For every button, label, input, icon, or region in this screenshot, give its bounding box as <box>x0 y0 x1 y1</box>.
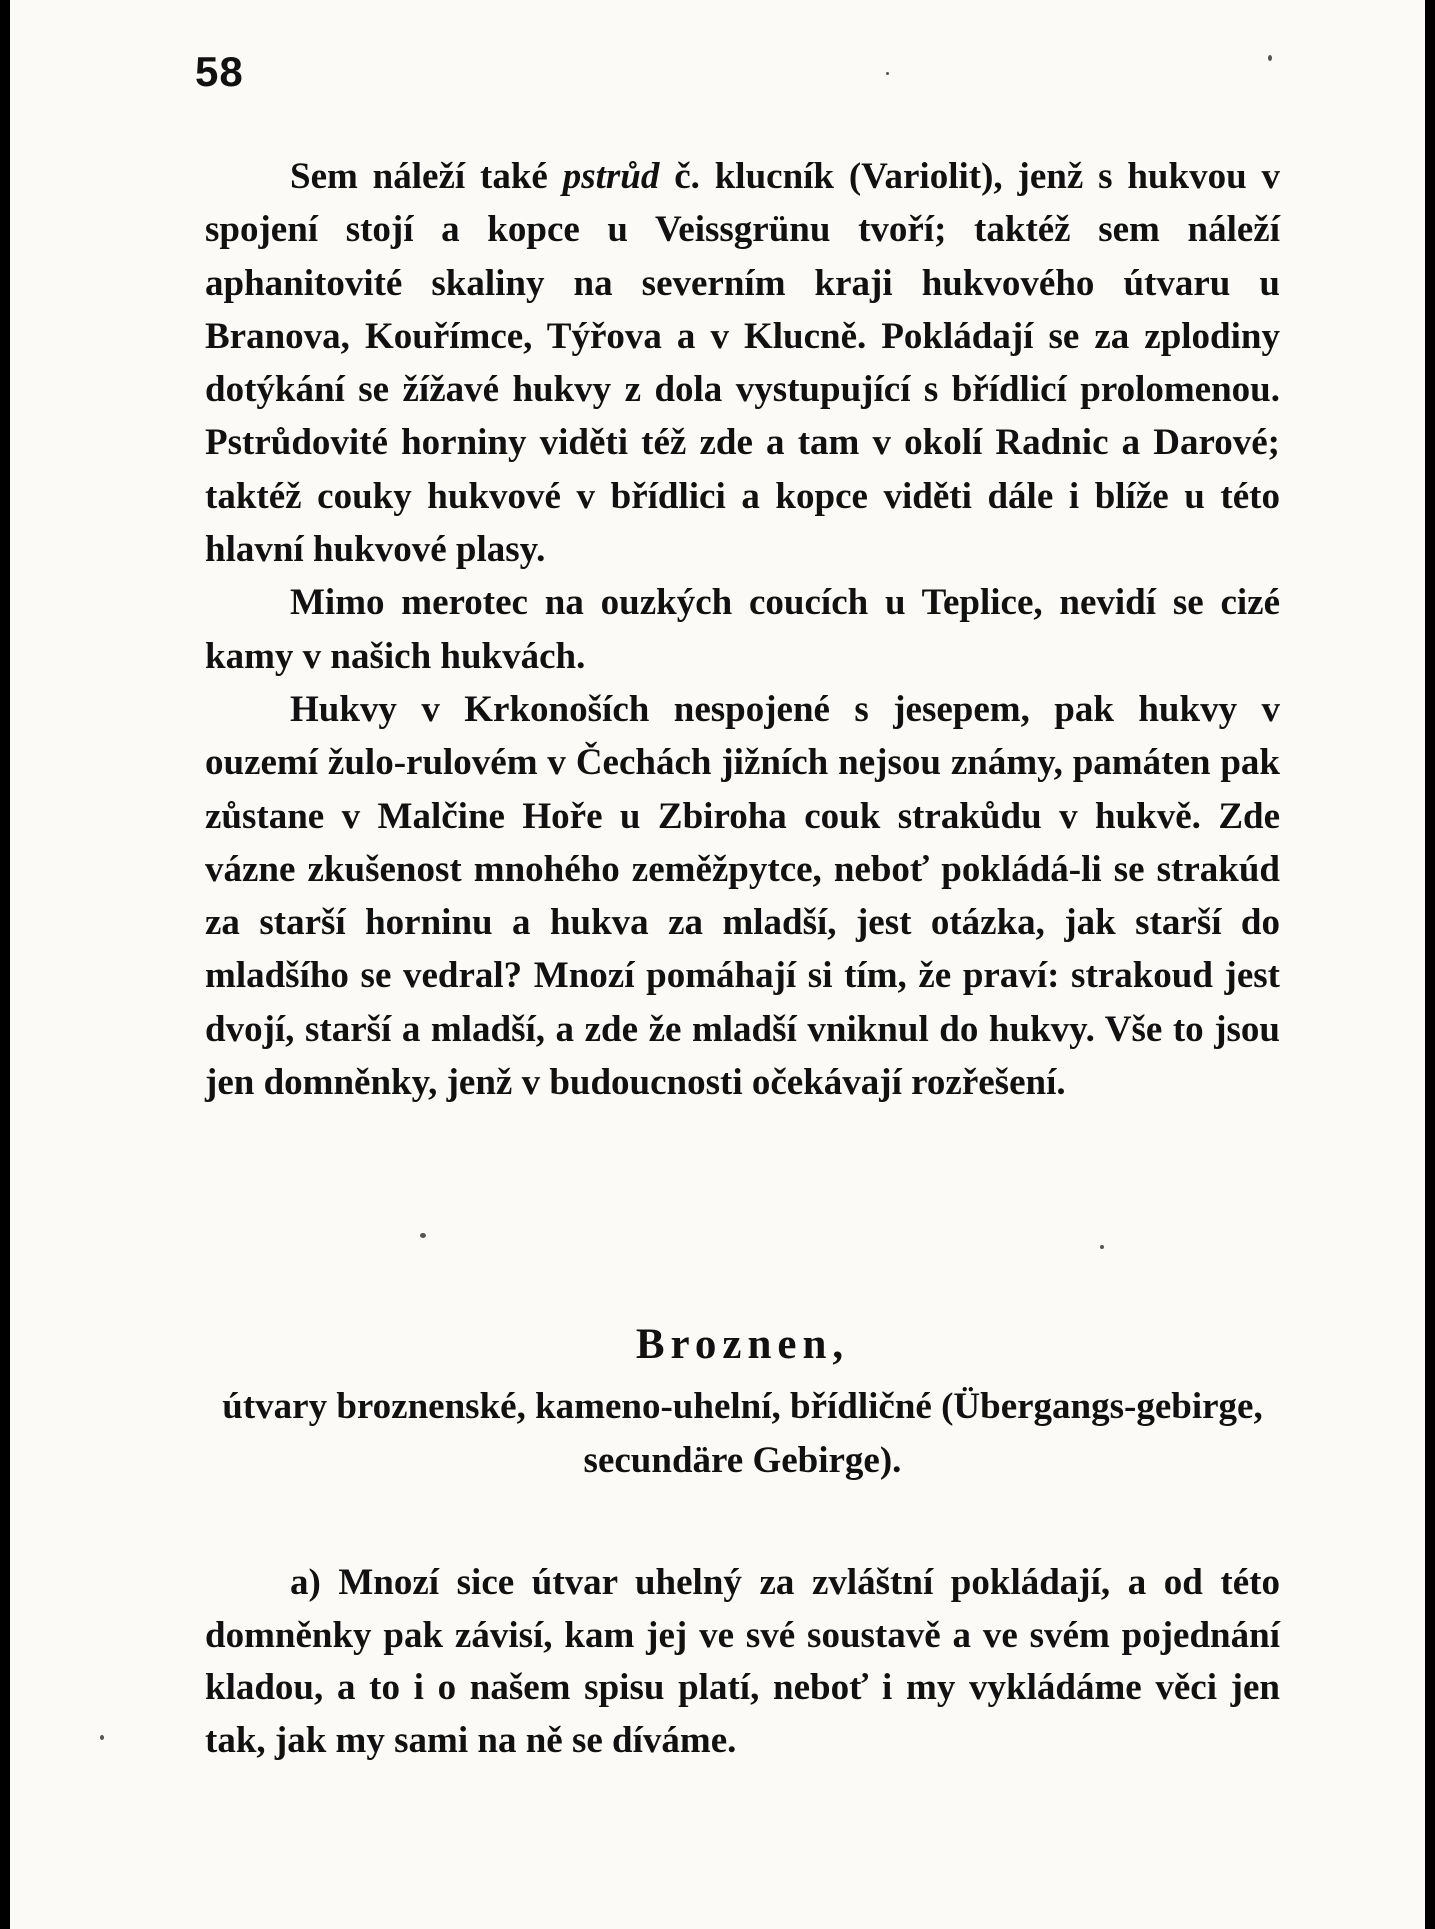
print-speck <box>1100 1245 1104 1249</box>
section-heading: Broznen, <box>635 1321 850 1368</box>
print-speck <box>100 1735 104 1740</box>
paragraph-merotec: Mimo merotec na ouzkých coucích u Teplice, nevidí se cizé kamy v našich hukvách. <box>205 582 1280 677</box>
page-number: 58 <box>195 48 244 95</box>
paragraph-text-start: Sem náleží také <box>290 156 563 197</box>
emphasized-term: pstrůd <box>562 156 660 197</box>
book-page <box>10 0 1425 1929</box>
print-speck <box>420 1233 426 1238</box>
paragraph-hukvy: Hukvy v Krkonoších nespojené s jesepem, pak hukvy v ouzemí žulo-rulovém v Čechách jižních nejsou známy, památen pak zůstane v Malčine Hoře u Zbiroha couk strakůdu v hukvě. Zde vázne zkušenost mnohého zeměžpytce, neboť pokládá-li se strakúd za starší horninu a hukva za mladší, jest otázka, jak starší do mladšího se vedral? Mnozí pomáhají si tím, že praví: strakoud jest dvojí, starší a mladší, a zde že mladší vniknul do hukvy. Vše to jsou jen domněnky, jenž v budoucnosti očekávají rozřešení. <box>205 688 1280 1104</box>
print-speck <box>1268 55 1272 61</box>
paragraph-pstrud <box>205 150 1280 576</box>
paragraph-a: a) Mnozí sice útvar uhelný za zvláštní pokládají, a od této domněnky pak závisí, kam jej ve své soustavě a ve svém pojednání kladou, a to i o našem spisu platí, neboť i my vykládáme věci jen tak, jak my sami na ně se díváme. <box>205 1562 1280 1761</box>
section-subheading: útvary broznenské, kameno-uhelní, břídličné (Übergangs-gebirge, secundäre Gebirge). <box>222 1386 1263 1481</box>
body-text <box>205 150 1280 1109</box>
paragraph-text-rest: č. klucník (Variolit), jenž s hukvou v spojení stojí a kopce u Veissgrünu tvoří; taktéž sem náleží aphanitovité skaliny na severním kraji hukvového útvaru u Branova, Kouřímce, Týřova a v Klucně. Pokládají se za zplodiny dotýkání se žížavé hukvy z dola vystupující s břídlicí prolomenou. Pstrůdovité horniny viděti též zde a tam v okolí Radnic a Darové; taktéž couky hukvové v břídlici a kopce viděti dále i blíže u této hlavní hukvové plasy. <box>205 156 1281 571</box>
print-speck <box>886 72 889 75</box>
